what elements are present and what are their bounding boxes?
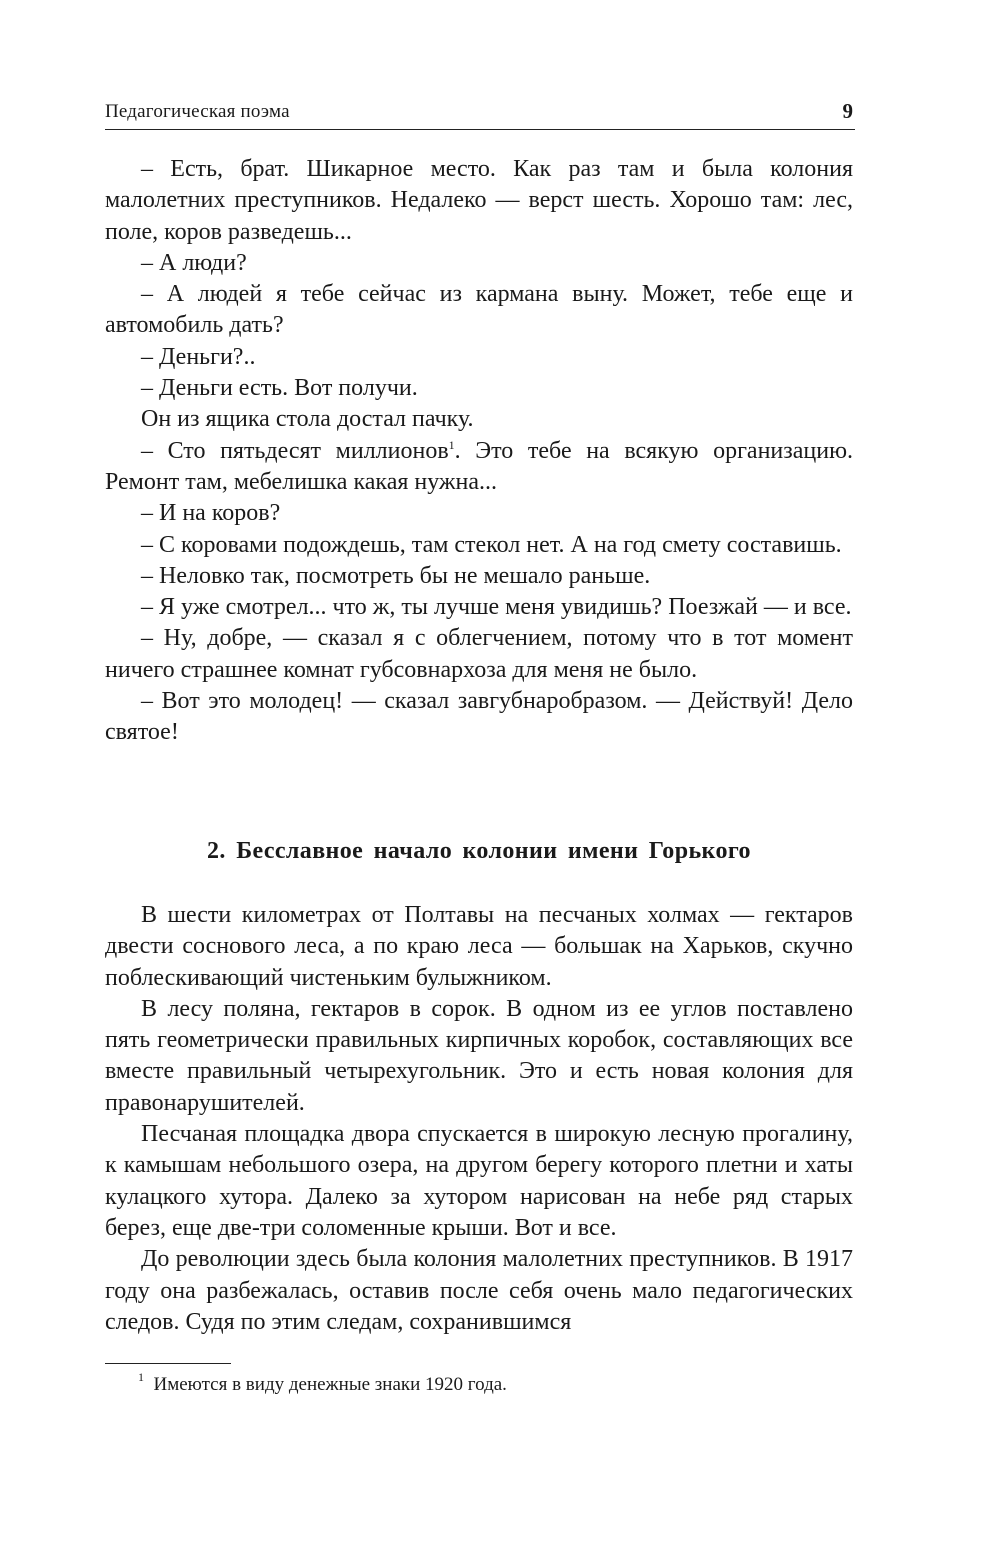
paragraph-text: – Сто пятьдесят миллионов bbox=[141, 437, 449, 464]
paragraph: – А людей я тебе сейчас из кармана выну. Может, тебе еще и автомобиль дать? bbox=[105, 281, 853, 339]
paragraph: – Деньги?.. bbox=[141, 343, 256, 370]
footnote-divider bbox=[105, 1363, 231, 1364]
paragraph: – И на коров? bbox=[141, 500, 281, 527]
paragraph-with-footnote-ref bbox=[105, 436, 853, 499]
paragraph: До революции здесь была колония малолетних преступников. В 1917 году она разбежалась, оставив после себя очень мало педагогических следов. Судя по этим следам, сохранившимся bbox=[105, 1246, 853, 1335]
paragraph: – Я уже смотрел... что ж, ты лучше меня увидишь? Поезжай — и все. bbox=[141, 594, 852, 621]
paragraph: – Деньги есть. Вот получи. bbox=[141, 375, 418, 402]
paragraph: – Есть, брат. Шикарное место. Как раз там и была колония малолетних преступников. Недалеко — верст шесть. Хорошо там: лес, поле, коров разведешь... bbox=[105, 156, 853, 245]
paragraph: – А люди? bbox=[141, 249, 247, 276]
body-text-bottom bbox=[105, 900, 853, 1338]
footnote bbox=[138, 1370, 507, 1396]
paragraph: В шести километрах от Полтавы на песчаных холмах — гектаров двести соснового леса, а по краю леса — большак на Харьков, скучно поблескивающий чистеньким булыжником. bbox=[105, 902, 853, 991]
page-number: 9 bbox=[842, 99, 853, 123]
section-heading: 2. Бесславное начало колонии имени Горького bbox=[207, 838, 751, 864]
footnote-text: Имеются в виду денежные знаки 1920 года. bbox=[153, 1374, 507, 1395]
paragraph-text: . Это тебе на всякую организацию. Ремонт там, мебелишка какая нужна... bbox=[105, 437, 854, 495]
paragraph: – Ну, добре, — сказал я с облегчением, потому что в тот момент ничего страшнее комнат губсовнархоза для меня не было. bbox=[105, 625, 853, 683]
footnote-reference[interactable]: 1 bbox=[448, 437, 455, 452]
body-text-top bbox=[105, 154, 853, 749]
running-title: Педагогическая поэма bbox=[105, 101, 290, 122]
paragraph: – Вот это молодец! — сказал завгубнаробразом. — Действуй! Дело святое! bbox=[105, 688, 853, 746]
paragraph: Он из ящика стола достал пачку. bbox=[141, 406, 474, 433]
paragraph: Песчаная площадка двора спускается в широкую лесную прогалину, к камышам небольшого озера, на другом берегу которого плетни и хаты кулацкого хутора. Далеко за хутором нарисован на небе ряд старых берез, еще две-три соломенные крыши. Вот и все. bbox=[105, 1121, 853, 1241]
running-head bbox=[105, 99, 855, 130]
paragraph: В лесу поляна, гектаров в сорок. В одном из ее углов поставлено пять геометрически правильных кирпичных коробок, составляющих все вместе правильный четырехугольник. Это и есть новая колония для правонарушителей. bbox=[105, 995, 853, 1116]
footnote-marker: 1 bbox=[138, 1370, 144, 1384]
paragraph: – С коровами подождешь, там стекол нет. А на год смету составишь. bbox=[141, 531, 842, 558]
paragraph: – Неловко так, посмотреть бы не мешало раньше. bbox=[141, 562, 651, 589]
